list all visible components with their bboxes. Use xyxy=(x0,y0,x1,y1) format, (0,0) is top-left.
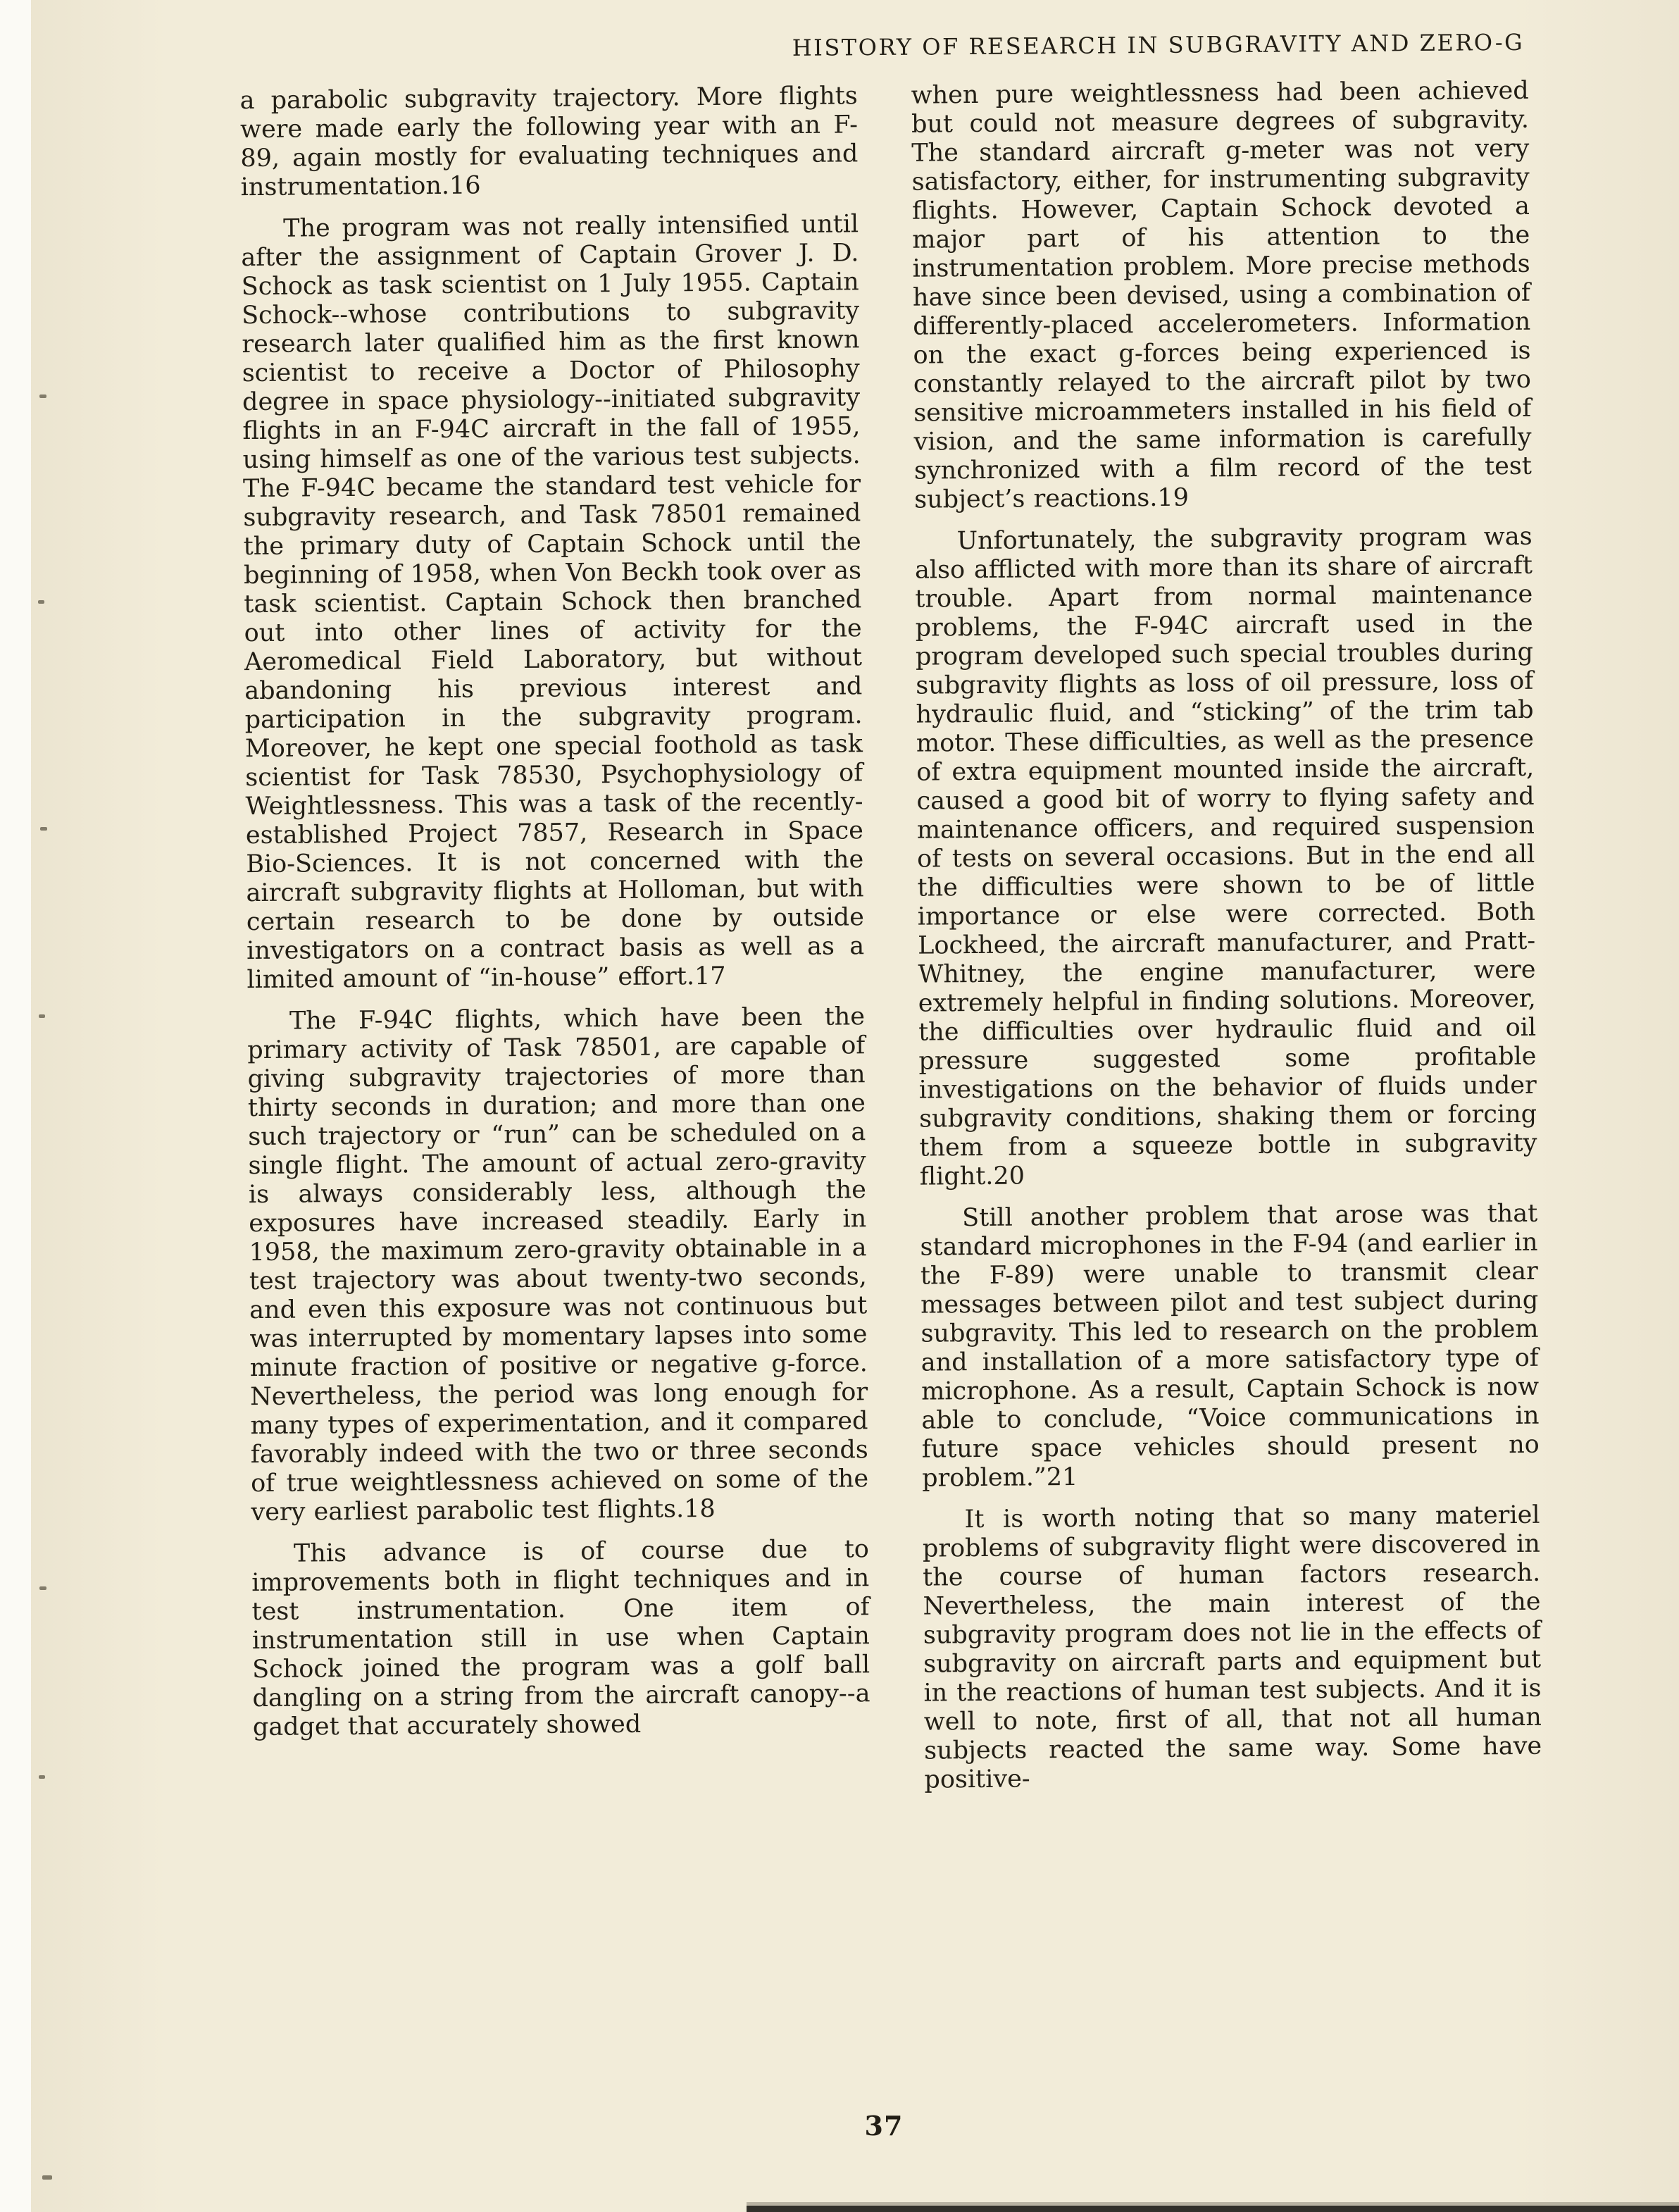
paragraph: It is worth noting that so many materiel problems of subgravity flight were discovered in the course of human factors research. Nevertheless, the main interest of the subgravity program does not lie in the effects of subgravity on aircraft parts and equipment but in the reactions of human test subjects. And it is well to note, first of all, that not all human subjects reacted the same way. Some have positive- xyxy=(922,1500,1542,1794)
paragraph: a parabolic subgravity trajectory. More flights were made early the following year with an F-89, again mostly for evaluating techniques and instrumentation.16 xyxy=(239,82,859,202)
scan-edge-left xyxy=(0,0,31,2212)
page-content xyxy=(239,29,1542,1813)
scan-edge-bottom xyxy=(747,2206,1679,2212)
left-column xyxy=(240,82,871,1813)
paragraph: Unfortunately, the subgravity program was also afflicted with more than its share of aircraft trouble. Apart from normal maintenance problems, the F-94C aircraft used in the program developed such special troubles during subgravity flights as loss of oil pressure, loss of hydraulic fluid, and “sticking” of the trim tab motor. These difficulties, as well as the presence of extra equipment mounted inside the aircraft, caused a good bit of worry to flying safety and maintenance officers, and required suspension of tests on several occasions. But in the end all the difficulties were shown to be of little importance or else were corrected. Both Lockheed, the aircraft manufacturer, and Pratt-Whitney, the engine manufacturer, were extremely helpful in finding solutions. Moreover, the difficulties over hydraulic fluid and oil pressure suggested some profitable investigations on the behavior of fluids under subgravity conditions, shaking them or forcing them from a squeeze bottle in subgravity flight.20 xyxy=(914,522,1537,1191)
scan-speck xyxy=(42,2175,52,2180)
paragraph: The program was not really intensified until after the assignment of Captain Grover J. D. Schock as task scientist on 1 July 1955. Captain Schock--whose contributions to subgravity research later qualified him as the first known scientist to receive a Doctor of Philosophy degree in space physiology--initiated subgravity flights in an F-94C aircraft in the fall of 1955, using himself as one of the various test subjects. The F-94C became the standard test vehicle for subgravity research, and Task 78501 remained the primary duty of Captain Schock until the beginning of 1958, when Von Beckh took over as task scientist. Captain Schock then branched out into other lines of activity for the Aeromedical Field Laboratory, but without abandoning his previous interest and participation in the subgravity program. Moreover, he kept one special foothold as task scientist for Task 78530, Psychophysiology of Weightlessness. This was a task of the recently-established Project 7857, Research in Space Bio-Sciences. It is not concerned with the aircraft subgravity flights at Holloman, but with certain research to be done by outside investigators on a contract basis as well as a limited amount of “in-house” effort.17 xyxy=(241,210,865,995)
scan-speck xyxy=(39,1775,45,1779)
paragraph: The F-94C flights, which have been the primary activity of Task 78501, are capable of giving subgravity trajectories of more than thirty seconds in duration; and more than one such trajectory or “run” can be scheduled on a single flight. The amount of actual zero-gravity is always considerably less, although the exposures have increased steadily. Early in 1958, the maximum zero-gravity obtainable in a test trajectory was about twenty-two seconds, and even this exposure was not continuous but was interrupted by momentary lapses into some minute fraction of positive or negative g-force. Nevertheless, the period was long enough for many types of experimentation, and it compared favorably indeed with the two or three seconds of true weightlessness achieved on some of the very earliest parabolic test flights.18 xyxy=(247,1002,869,1527)
paragraph: when pure weightlessness had been achieved but could not measure degrees of subgravity. The standard aircraft g-meter was not very satisfactory, either, for instrumenting subgravity flights. However, Captain Schock devoted a major part of his attention to the instrumentation problem. More precise methods have since been devised, using a combination of differently-placed accelerometers. Information on the exact g-forces being experienced is constantly relayed to the aircraft pilot by two sensitive microammeters installed in his field of vision, and the same information is carefully synchronized with a film record of the test subject’s reactions.19 xyxy=(911,76,1533,514)
right-column xyxy=(911,77,1542,1808)
running-head: HISTORY OF RESEARCH IN SUBGRAVITY AND ZERO-G xyxy=(792,28,1525,62)
paragraph: This advance is of course due to improvements both in flight techniques and in test instrumentation. One item of instrumentation still in use when Captain Schock joined the program was a golf ball dangling on a string from the aircraft canopy--a gadget that accurately showed xyxy=(251,1535,870,1742)
page-number: 37 xyxy=(864,2110,904,2142)
scan-speck xyxy=(39,394,46,398)
text-columns xyxy=(240,77,1542,1813)
scan-speck xyxy=(39,1014,45,1018)
scan-speck xyxy=(38,600,44,604)
paragraph: Still another problem that arose was that standard microphones in the F-94 (and earlier in the F-89) were unable to transmit clear messages between pilot and test subject during subgravity. This led to research on the problem and installation of a more satisfactory type of microphone. As a result, Captain Schock is now able to conclude, “Voice communications in future space vehicles should present no problem.”21 xyxy=(920,1199,1540,1493)
scan-speck xyxy=(39,1586,46,1590)
scan-speck xyxy=(40,827,47,831)
